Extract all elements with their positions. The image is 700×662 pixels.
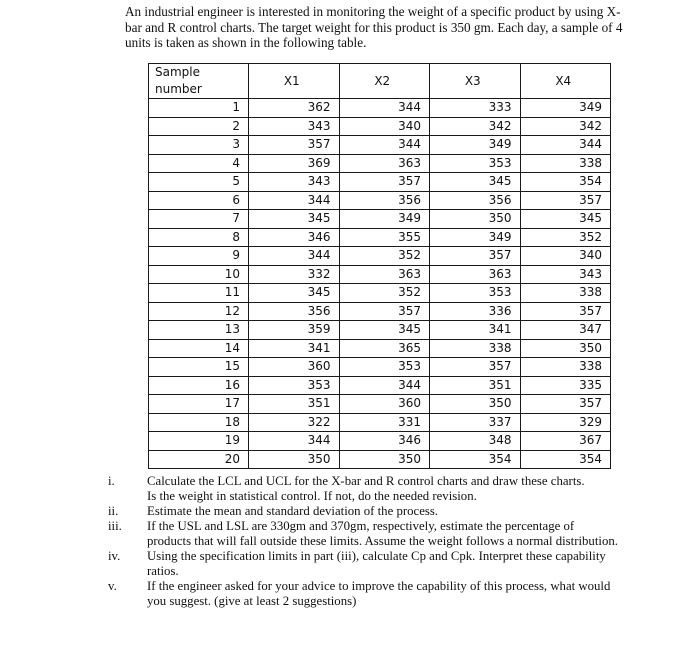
- sample-number-cell: 4: [149, 154, 249, 173]
- weight-cell: 344: [520, 136, 611, 155]
- table-body: [149, 99, 611, 469]
- table-row: [149, 191, 611, 210]
- weight-cell: 367: [520, 432, 611, 451]
- weight-cell: 344: [339, 136, 430, 155]
- weight-cell: 341: [249, 339, 340, 358]
- weight-cell: 351: [249, 395, 340, 414]
- weight-cell: 338: [520, 284, 611, 303]
- weight-cell: 350: [520, 339, 611, 358]
- sample-number-cell: 19: [149, 432, 249, 451]
- weight-cell: 352: [339, 247, 430, 266]
- weight-cell: 345: [520, 210, 611, 229]
- sample-number-cell: 5: [149, 173, 249, 192]
- weight-cell: 349: [430, 136, 521, 155]
- weight-cell: 357: [520, 191, 611, 210]
- weight-cell: 338: [520, 358, 611, 377]
- weight-cell: 363: [339, 265, 430, 284]
- sample-number-cell: 9: [149, 247, 249, 266]
- weight-cell: 357: [520, 302, 611, 321]
- weight-cell: 329: [520, 413, 611, 432]
- weight-cell: 352: [339, 284, 430, 303]
- weight-cell: 338: [520, 154, 611, 173]
- weight-cell: 362: [249, 99, 340, 118]
- weight-cell: 343: [520, 265, 611, 284]
- weight-cell: 350: [430, 210, 521, 229]
- weight-cell: 365: [339, 339, 430, 358]
- sample-number-cell: 13: [149, 321, 249, 340]
- table-row: [149, 302, 611, 321]
- question-number: iv.: [108, 549, 121, 563]
- weight-cell: 344: [249, 247, 340, 266]
- weight-cell: 349: [339, 210, 430, 229]
- sample-number-cell: 11: [149, 284, 249, 303]
- weight-cell: 333: [430, 99, 521, 118]
- table-row: [149, 136, 611, 155]
- table-row: [149, 284, 611, 303]
- table-row: [149, 210, 611, 229]
- question-item: [100, 474, 620, 489]
- weight-cell: 351: [430, 376, 521, 395]
- weight-cell: 332: [249, 265, 340, 284]
- sample-number-cell: 14: [149, 339, 249, 358]
- weight-cell: 356: [249, 302, 340, 321]
- question-text: If the USL and LSL are 330gm and 370gm, respectively, estimate the percentage of products that will fall outside these limits. Assume the weight follows a normal distribution.: [147, 519, 618, 548]
- weight-cell: 354: [520, 173, 611, 192]
- question-list: [100, 474, 620, 609]
- weight-cell: 344: [249, 191, 340, 210]
- weight-cell: 357: [430, 358, 521, 377]
- weight-cell: 350: [249, 450, 340, 469]
- sample-number-cell: 2: [149, 117, 249, 136]
- weight-cell: 354: [520, 450, 611, 469]
- weight-cell: 360: [339, 395, 430, 414]
- weight-cell: 357: [339, 302, 430, 321]
- weight-cell: 340: [339, 117, 430, 136]
- column-header: X4: [520, 64, 611, 99]
- weight-cell: 355: [339, 228, 430, 247]
- weight-cell: 359: [249, 321, 340, 340]
- table-row: [149, 358, 611, 377]
- weight-cell: 344: [339, 99, 430, 118]
- question-number: v.: [108, 579, 117, 593]
- weight-cell: 337: [430, 413, 521, 432]
- table-row: [149, 321, 611, 340]
- column-header: Sample number: [149, 64, 249, 99]
- sample-number-cell: 12: [149, 302, 249, 321]
- weight-cell: 357: [249, 136, 340, 155]
- table-row: [149, 247, 611, 266]
- weight-cell: 340: [520, 247, 611, 266]
- weight-cell: 363: [430, 265, 521, 284]
- weight-cell: 345: [249, 210, 340, 229]
- weight-cell: 342: [430, 117, 521, 136]
- weight-cell: 344: [339, 376, 430, 395]
- weight-cell: 349: [430, 228, 521, 247]
- weight-cell: 350: [339, 450, 430, 469]
- weight-cell: 357: [430, 247, 521, 266]
- weight-cell: 352: [520, 228, 611, 247]
- table-row: [149, 413, 611, 432]
- weight-cell: 348: [430, 432, 521, 451]
- weight-cell: 369: [249, 154, 340, 173]
- weight-cell: 344: [249, 432, 340, 451]
- table-row: [149, 432, 611, 451]
- question-text: Using the specification limits in part (iii), calculate Cp and Cpk. Interpret these capability ratios.: [147, 549, 606, 578]
- question-item: [100, 519, 620, 549]
- sample-number-cell: 18: [149, 413, 249, 432]
- weight-cell: 335: [520, 376, 611, 395]
- sample-number-cell: 20: [149, 450, 249, 469]
- weight-cell: 345: [249, 284, 340, 303]
- question-item: [100, 549, 620, 579]
- weight-cell: 357: [520, 395, 611, 414]
- sample-number-cell: 15: [149, 358, 249, 377]
- question-item: [100, 504, 620, 519]
- weight-cell: 342: [520, 117, 611, 136]
- sample-number-cell: 3: [149, 136, 249, 155]
- table-row: [149, 173, 611, 192]
- question-item: [100, 489, 620, 504]
- sample-number-cell: 10: [149, 265, 249, 284]
- table-row: [149, 228, 611, 247]
- question-item: [100, 579, 620, 609]
- weight-cell: 336: [430, 302, 521, 321]
- weight-cell: 347: [520, 321, 611, 340]
- column-header: X1: [249, 64, 340, 99]
- weight-cell: 338: [430, 339, 521, 358]
- weight-cell: 345: [430, 173, 521, 192]
- weight-cell: 331: [339, 413, 430, 432]
- weight-cell: 343: [249, 117, 340, 136]
- sample-number-cell: 17: [149, 395, 249, 414]
- weight-cell: 354: [430, 450, 521, 469]
- question-text: Estimate the mean and standard deviation of the process.: [147, 504, 439, 518]
- sample-data-table: [148, 63, 611, 469]
- column-header: X3: [430, 64, 521, 99]
- sample-number-cell: 8: [149, 228, 249, 247]
- weight-cell: 363: [339, 154, 430, 173]
- sample-number-cell: 1: [149, 99, 249, 118]
- weight-cell: 322: [249, 413, 340, 432]
- weight-cell: 356: [339, 191, 430, 210]
- weight-cell: 349: [520, 99, 611, 118]
- table-row: [149, 395, 611, 414]
- weight-cell: 353: [339, 358, 430, 377]
- weight-cell: 346: [339, 432, 430, 451]
- weight-cell: 346: [249, 228, 340, 247]
- table-row: [149, 154, 611, 173]
- column-header: X2: [339, 64, 430, 99]
- weight-cell: 345: [339, 321, 430, 340]
- question-text: Calculate the LCL and UCL for the X-bar and R control charts and draw these charts.: [147, 474, 585, 488]
- table-row: [149, 99, 611, 118]
- weight-cell: 356: [430, 191, 521, 210]
- problem-intro: An industrial engineer is interested in monitoring the weight of a specific product by using X-bar and R control charts. The target weight for this product is 350 gm. Each day, a sample of 4 units is taken as shown in the following table.: [125, 4, 623, 50]
- table-row: [149, 265, 611, 284]
- table-row: [149, 450, 611, 469]
- weight-cell: 357: [339, 173, 430, 192]
- sample-number-cell: 16: [149, 376, 249, 395]
- table-row: [149, 117, 611, 136]
- question-number: iii.: [108, 519, 122, 533]
- weight-cell: 353: [430, 154, 521, 173]
- question-text: Is the weight in statistical control. If not, do the needed revision.: [147, 489, 477, 503]
- sample-number-cell: 7: [149, 210, 249, 229]
- weight-cell: 343: [249, 173, 340, 192]
- weight-cell: 353: [430, 284, 521, 303]
- table-row: [149, 339, 611, 358]
- weight-cell: 353: [249, 376, 340, 395]
- question-text: If the engineer asked for your advice to improve the capability of this process, what would you suggest. (give at least 2 suggestions): [147, 579, 611, 608]
- question-number: ii.: [108, 504, 119, 518]
- weight-cell: 350: [430, 395, 521, 414]
- question-number: i.: [108, 474, 115, 488]
- table-header-row: [149, 64, 611, 99]
- table-row: [149, 376, 611, 395]
- weight-cell: 341: [430, 321, 521, 340]
- weight-cell: 360: [249, 358, 340, 377]
- sample-number-cell: 6: [149, 191, 249, 210]
